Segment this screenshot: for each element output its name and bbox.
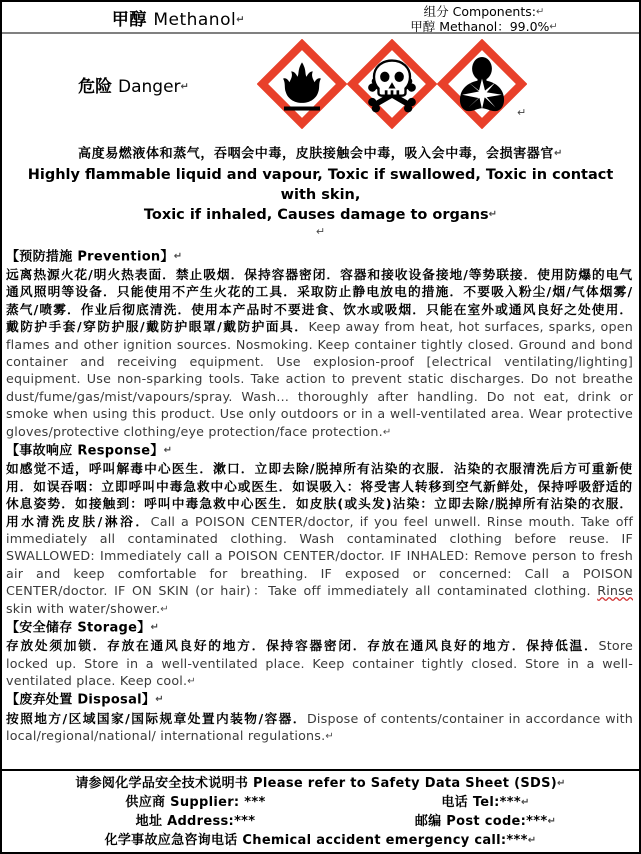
tel-value: *** [499,795,521,810]
signal-word-and-pictogram-row [2,34,639,134]
pilcrow-mark: ↵ [325,731,334,743]
emergency-label-en: Chemical accident emergency call: [242,833,507,848]
health-hazard-pictogram [437,39,527,129]
pilcrow-mark: ↵ [382,426,392,438]
components-label-line [347,5,621,20]
components-label-en: Components: [452,4,536,19]
components-label-cn: 组分 [423,4,449,19]
pilcrow-mark: ↵ [187,675,196,687]
supplier-label-en: Supplier: [170,795,240,810]
sds-reference-line [2,774,639,793]
address-postcode-row [2,812,639,831]
sds-reference-en: Please refer to Safety Data Sheet (SDS) [253,776,557,791]
section-body-disposal-en: Dispose of contents/container in accordance with local/regional/national/ international regulations. [6,710,633,744]
section-body-storage-cn: 存放处须加锁．存放在通风良好的地方．保持容器密闭．存放在通风良好的地方．保持低温． [6,638,599,654]
section-heading-prevention-text: 【预防措施 Prevention】 [6,249,174,264]
pilcrow-mark: ↵ [173,250,183,262]
section-heading-response-text: 【事故响应 Response】 [6,443,164,459]
section-heading-disposal-text: 【废弃处置 Disposal】 [6,692,156,708]
section-body-response-en-pre: Call a POISON CENTER/doctor, if you feel unwell. Rinse mouth. Take off immediately all contaminated clothing. Wash contaminated clothing before reuse. IF SWALLOWED: Immediately call a POISON CENTER/doctor. IF INHALED: Remove person to fresh air and keep comfortable for breathing. IF exposed or concerned: Call a POISON CENTER/doctor. IF ON SKIN (or hair)：Take off immediately all contaminated clothing. [6,513,633,599]
pilcrow-mark: ↵ [554,148,563,159]
components-block [347,5,639,34]
hazard-statement-cn-text: 高度易燃液体和蒸气，吞咽会中毒，皮肤接触会中毒，吸入会中毒，会损害器官 [78,146,555,162]
section-body-response [6,460,633,617]
signal-word-en: Danger [118,76,181,97]
section-body-response-en-post: skin with water/shower. [6,600,161,616]
section-body-disposal-cn: 按照地方/区域国家/国际规章处置内装物/容器． [6,710,307,726]
address-label-en: Address: [167,814,235,829]
postcode-label-en: Post code: [446,814,527,829]
empty-paragraph-mark: ↵ [315,224,326,238]
supplier-value: *** [244,795,266,810]
postcode-field [361,812,611,831]
pilcrow-mark: ↵ [549,21,558,32]
section-body-storage [6,637,633,690]
pilcrow-mark: ↵ [163,444,173,456]
supplier-field [31,793,361,812]
pilcrow-mark: ↵ [520,797,530,808]
tel-field [361,793,611,812]
pilcrow-mark: ↵ [527,835,537,846]
pictogram-group [257,39,527,129]
signal-word [2,72,257,97]
skull-crossbones-pictogram [347,39,437,129]
address-value: *** [234,814,256,829]
component-name-cn: 甲醇 [410,18,436,34]
section-heading-storage [6,619,633,638]
emergency-label-cn: 化学事故应急咨询电话 [104,833,238,848]
product-name-en: Methanol [153,10,237,30]
text-cursor-mark: ↵ [517,106,527,119]
section-body-disposal [6,710,633,746]
pilcrow-mark: ↵ [547,816,557,827]
label-header [2,2,639,34]
hazard-statement-en-line1: Highly flammable liquid and vapour, Toxic if swallowed, Toxic in contact with skin, [27,166,614,203]
postcode-label-cn: 邮编 [414,814,442,829]
pilcrow-mark: ↵ [236,14,246,26]
spellcheck-flagged-word: Rinse [597,583,633,599]
product-name-cn: 甲醇 [111,10,147,30]
pilcrow-mark: ↵ [488,208,498,220]
section-body-response-cn: 如感觉不适，呼叫解毒中心医生．漱口．立即去除/脱掉所有沾染的衣服．沾染的衣服清洗后方可重新使用．如误吞咽：立即呼叫中毒急救中心或医生．如误吸入：将受害人转移到空气新鲜处，保持呼吸舒适的休息姿势．如接触到：呼叫中毒急救中心医生．如皮肤(或头发)沾染：立即去除/脱掉所有沾染的衣服．用水清洗皮肤/淋浴． [6,461,633,529]
hazard-statement-en-line2 [10,205,631,225]
section-heading-disposal [6,691,633,710]
address-field [31,812,361,831]
pilcrow-mark: ↵ [180,81,189,92]
signal-word-cn: 危险 [78,76,113,97]
emergency-value: *** [506,833,528,848]
supplier-tel-row [2,793,639,812]
hazard-statement-cn [10,144,631,165]
hazard-statement-block [2,134,639,247]
address-label-cn: 地址 [135,814,163,829]
section-body-storage-en: Store locked up. Store in a well-ventilated place. Keep container tightly closed. Store in a well-ventilated place. Keep cool. [6,638,633,689]
section-heading-storage-text: 【安全储存 Storage】 [6,620,151,636]
postcode-value: *** [526,814,548,829]
sds-reference-cn: 请参阅化学品安全技术说明书 [75,776,249,791]
flame-pictogram [257,39,347,129]
section-heading-response [6,442,633,461]
section-heading-prevention [6,248,633,267]
label-footer [2,769,639,852]
pilcrow-mark: ↵ [150,621,160,633]
supplier-label-cn: 供应商 [125,795,166,810]
product-name [10,5,347,30]
hazard-statement-en-line2-text: Toxic if inhaled, Causes damage to organs [143,206,489,223]
pilcrow-mark: ↵ [557,778,566,789]
section-body-prevention [6,266,633,441]
product-name-block [2,5,347,30]
emergency-call-line [2,831,639,850]
tel-label-cn: 电话 [441,795,468,810]
precautionary-statements-body [2,247,639,770]
section-body-prevention-cn: 远离热源火花/明火热表面．禁止吸烟．保持容器密闭．容器和接收设备接地/等势联接．使用防爆的电气通风照明等设备．只能使用不产生火花的工具．采取防止静电放电的措施．不要吸入粉尘/烟/气体烟雾/蒸气/喷雾．作业后彻底清洗．使用本产品时不要进食、饮水或吸烟．只能在室外或通风良好之处使用．戴防护手套/穿防护服/戴防护眼罩/戴防护面具． [6,267,633,335]
component-name-en-and-purity: Methanol：99.0% [439,18,550,34]
section-body-prevention-en: Keep away from heat, hot surfaces, sparks, open flames and other ignition sources. Nosmoking. Keep container tightly closed. Ground and bond container and receiving equipment. Use explosion-proof [electrical ventilating/lighting] equipment. Use non-sparking tools. Take action to prevent static discharges. Do not breathe dust/fume/gas/mist/vapours/spray. Wash… thoroughly after handling. Do not eat, drink or smoke when using this product. Use only outdoors or in a well-ventilated area. Wear protective gloves/protective clothing/eye protection/face protection. [6,319,633,439]
pilcrow-mark: ↵ [160,603,169,615]
component-value-line [347,20,621,35]
pilcrow-mark: ↵ [535,6,545,18]
tel-label-en: Tel: [472,795,500,810]
pilcrow-mark: ↵ [155,694,164,706]
